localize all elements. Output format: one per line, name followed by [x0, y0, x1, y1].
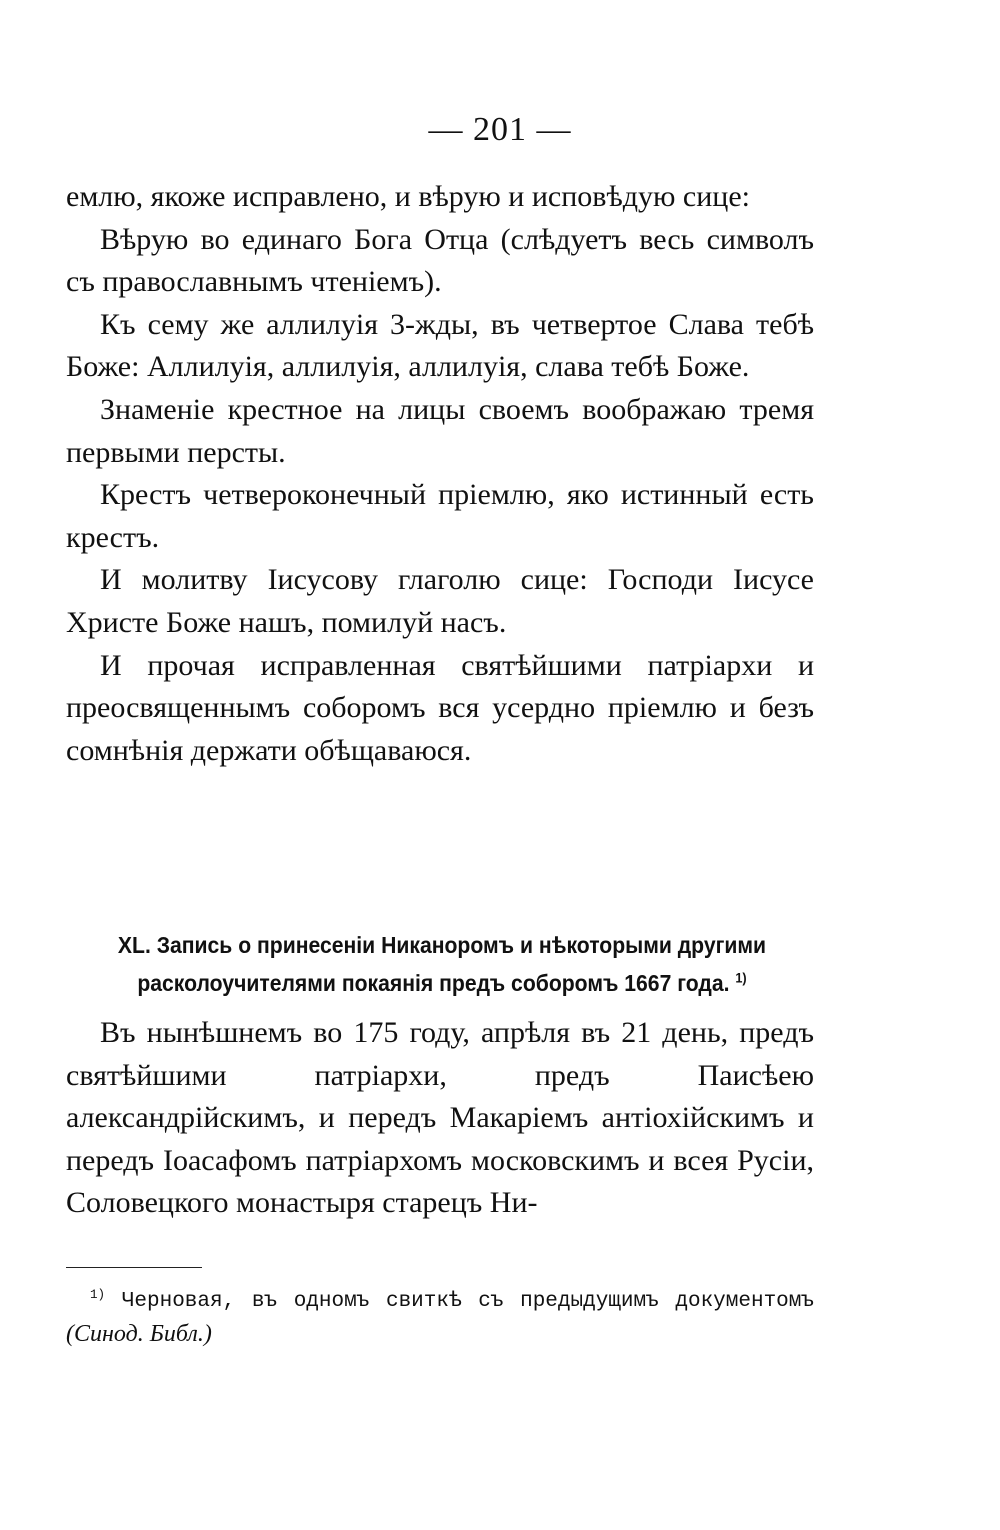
section-body — [66, 1012, 814, 1225]
paragraph-7: И прочая исправленная святѣйшими патріархи и преосвященнымъ соборомъ вся усердно пріемлю и безъ сомнѣнія держати обѣщаваюся. — [66, 648, 814, 767]
paragraph-4: Знаменіе крестное на лицы своемъ воображаю тремя первыми персты. — [66, 392, 814, 469]
section-heading — [96, 926, 788, 1002]
footnote-divider — [66, 1267, 202, 1268]
paragraph-6: И молитву Іисусову глаголю сице: Господи Іисусе Христе Боже нашъ, помилуй насъ. — [66, 563, 814, 639]
section-heading-line-1: XL. Запись о принесеніи Никаноромъ и нѣкоторыми другими — [117, 932, 767, 958]
footnote-marker: 1) — [90, 1288, 106, 1302]
paragraph-3: Къ сему же аллилуія 3-жды, въ четвертое Слава тебѣ Боже: Аллилуія, аллилуія, аллилуія, слава тебѣ Боже. — [66, 307, 814, 384]
section-heading-line-2 — [96, 964, 788, 1002]
section-heading-line-2-text: расколоучителями покаянія предъ соборомъ 1667 года. — [137, 970, 730, 996]
paragraph-5: Крестъ четвероконечный пріемлю, яко истинный есть крестъ. — [66, 478, 814, 554]
footnote-reference-mark: 1) — [735, 970, 747, 986]
main-text — [66, 176, 814, 772]
footnote-source-reference: (Синод. Библ.) — [66, 1321, 212, 1347]
page-number: — 201 — — [428, 111, 572, 148]
paragraph-1: емлю, якоже исправлено, и вѣрую и исповѣдую сице: — [66, 180, 750, 213]
footnote — [66, 1286, 814, 1353]
footnote-text: Черновая, въ одномъ свиткѣ съ предыдущимъ документомъ — [121, 1290, 814, 1313]
section-paragraph: Въ нынѣшнемъ во 175 году, апрѣля въ 21 день, предъ святѣйшими патріархи, предъ Паисѣею александрійскимъ, и передъ Макаріемъ антіохійскимъ и передъ Іоасафомъ патріархомъ московскимъ и всея Русіи, Соловецкого монастыря старецъ Ни- — [66, 1016, 814, 1220]
paragraph-2: Вѣрую во единаго Бога Отца (слѣдуетъ весь символъ съ православнымъ чтеніемъ). — [66, 222, 814, 299]
